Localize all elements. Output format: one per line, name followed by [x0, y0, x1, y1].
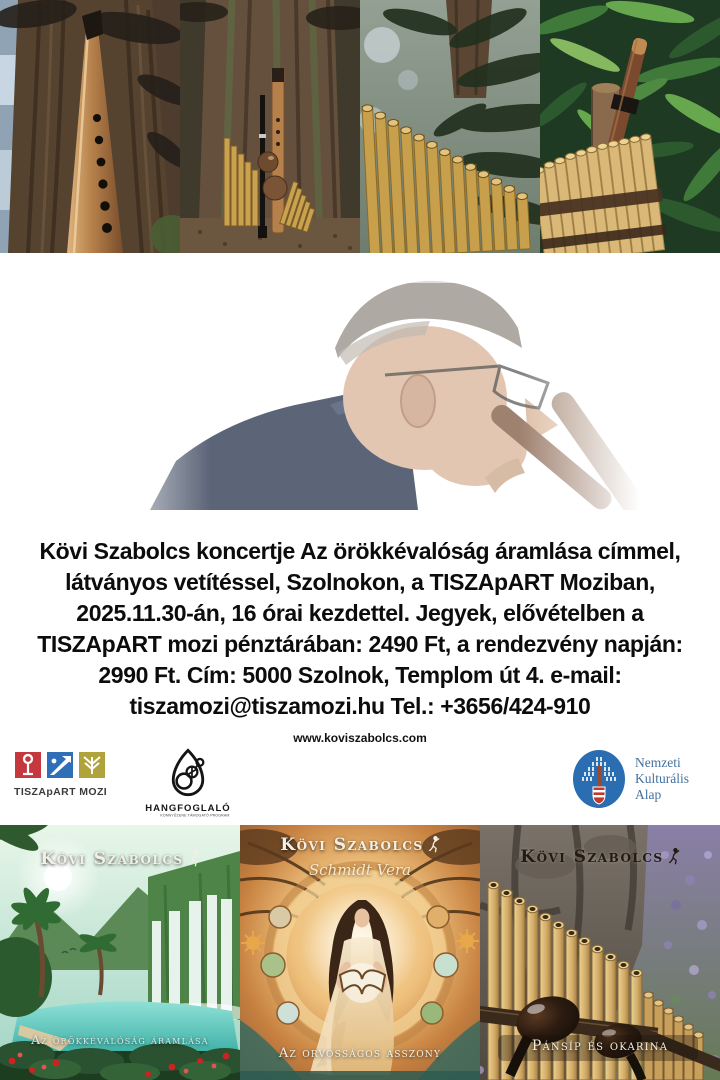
website-url: www.koviszabolcs.com	[293, 731, 427, 745]
headline-line-6: tiszamozi@tiszamozi.hu Tel.: +3656/424-910	[129, 693, 591, 719]
album2-artist	[240, 835, 480, 855]
dancer-icon	[427, 835, 440, 853]
photo-instruments-at-trunk	[180, 0, 360, 253]
album2-artist-text: Kövi Szabolcs	[280, 835, 424, 855]
album2-title: Az orvosságos asszony	[278, 1046, 442, 1061]
tiszapart-label: TISZApART MOZI	[14, 786, 108, 798]
nka-label-line2: Kulturális	[635, 771, 689, 786]
album-cover-orvossagos	[240, 825, 480, 1080]
photo-flute-in-bamboo	[540, 0, 720, 253]
album1-artist	[0, 849, 240, 869]
hangfoglalo-sublabel: KÖNNYŰZENE TÁMOGATÓ PROGRAM	[160, 814, 230, 818]
nka-tree-icon	[572, 749, 626, 809]
headline-line-3: 2025.11.30-án, 16 órai kezdettel. Jegyek, elővételben a	[76, 600, 644, 626]
sponsor-logos	[0, 747, 720, 824]
concert-details-text	[0, 536, 720, 722]
dancer-icon	[187, 849, 200, 867]
album1-artist-text: Kövi Szabolcs	[40, 849, 184, 869]
nka-label	[635, 755, 689, 803]
headline-line-4: TISZApART mozi pénztárában: 2490 Ft, a rendezvény napján:	[37, 631, 683, 657]
album-covers	[0, 825, 720, 1080]
hangfoglalo-logo	[142, 747, 234, 820]
album-cover-orokkevalosag	[0, 825, 240, 1080]
photo-strip	[0, 0, 720, 253]
nka-label-line1: Nemzeti	[635, 755, 681, 770]
headline-line-1: Kövi Szabolcs koncertje Az örökkévalóság áramlása címmel,	[39, 538, 681, 564]
headline-line-5: 2990 Ft. Cím: 5000 Szolnok, Templom út 4. e-mail:	[98, 662, 622, 688]
photo-flute-on-tree	[0, 0, 180, 253]
nka-logo	[572, 749, 689, 809]
tiszapart-tiles-icon	[14, 751, 108, 779]
hangfoglalo-label: HANGFOGLALÓ	[145, 803, 231, 814]
photo-panflute-diagonal	[360, 0, 540, 253]
performer-photo	[0, 253, 720, 510]
album3-artist	[480, 847, 720, 867]
nka-label-line3: Alap	[635, 787, 662, 802]
headline-line-2: látványos vetítéssel, Szolnokon, a TISZApART Moziban,	[65, 569, 655, 595]
album3-artist-text: Kövi Szabolcs	[520, 847, 664, 867]
album3-title: Pánsíp és okarina	[531, 1038, 669, 1054]
hangfoglalo-drop-icon	[165, 747, 211, 797]
dancer-icon	[667, 847, 680, 865]
tiszapart-mozi-logo	[14, 751, 124, 798]
album2-subtitle: Schmidt Vera	[308, 861, 412, 879]
album-cover-pansip	[480, 825, 720, 1080]
album1-title: Az örökkévalóság áramlása	[31, 1033, 209, 1047]
